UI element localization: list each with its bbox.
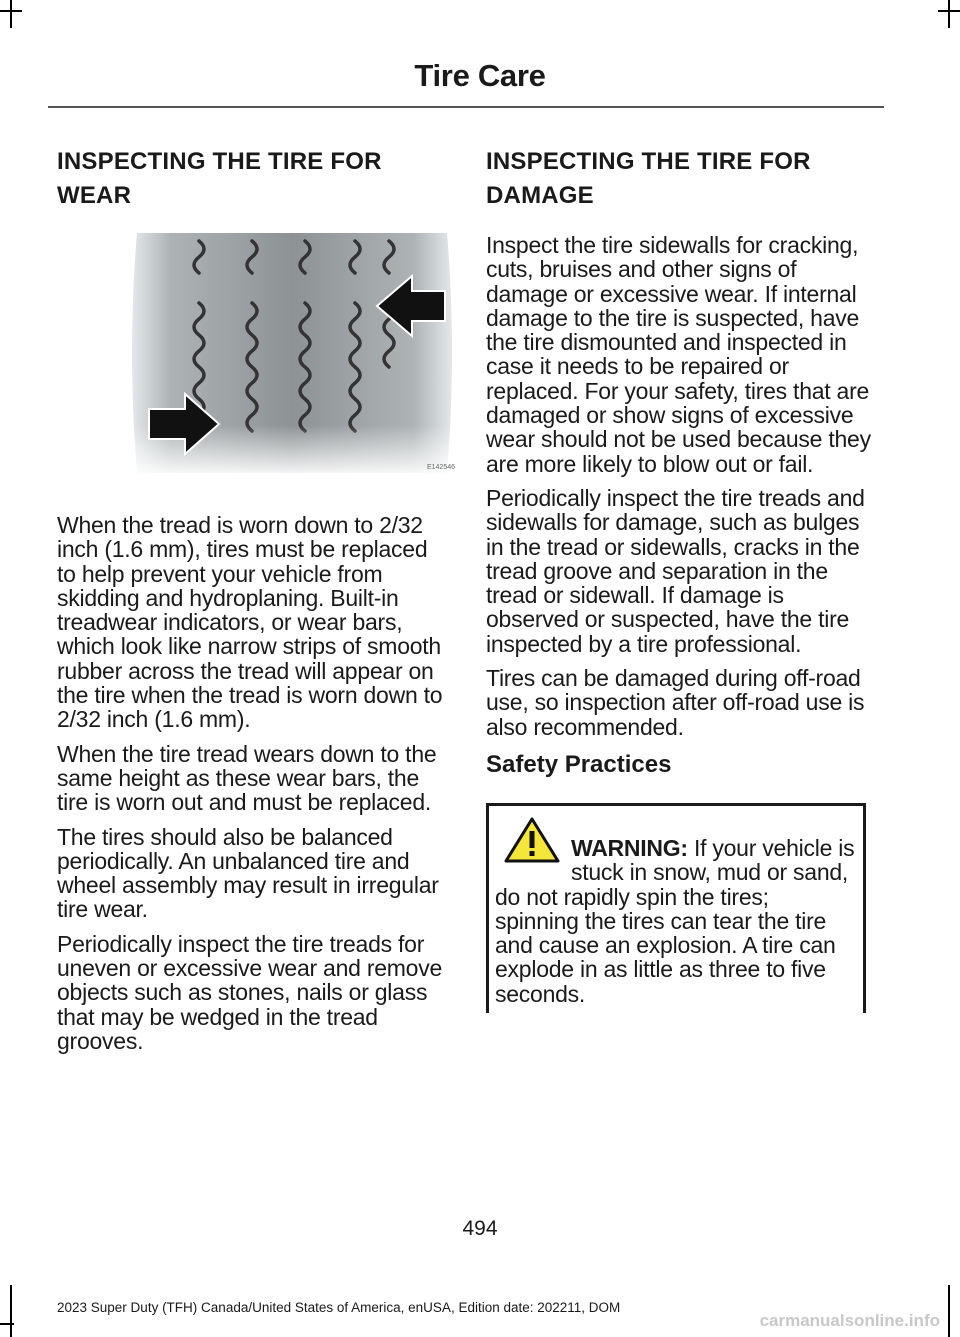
crop-mark	[0, 10, 22, 12]
crop-mark	[938, 10, 960, 12]
header-divider	[48, 106, 884, 108]
watermark: carmanualsonline.info	[759, 1311, 940, 1330]
section-heading-wear: INSPECTING THE TIRE FOR WEAR	[57, 148, 382, 209]
left-column	[57, 145, 455, 1063]
section-heading-damage: INSPECTING THE TIRE FOR DAMAGE	[486, 148, 811, 209]
warning-box	[486, 803, 866, 1013]
warning-body: If your vehicle is stuck in snow, mud or sand, do not rapidly spin the tires; spinning the tires can tear the tire and cause an explosion. A tire can explode in as little as three to five seconds.	[495, 834, 855, 1007]
crop-mark	[948, 1285, 950, 1337]
tire-tread-figure	[127, 233, 457, 473]
crop-mark	[10, 0, 12, 28]
warning-label: WARNING:	[571, 834, 688, 861]
paragraph: Tires can be damaged during off-road use, so inspection after off-road use is also recommended.	[486, 665, 865, 740]
page-number: 494	[462, 1217, 498, 1240]
paragraph: Periodically inspect the tire treads and sidewalls for damage, such as bulges in the tread or sidewalls, cracks in the tread groove and separation in the tread or sidewall. If damage is observed or suspected, have the tire inspected by a tire professional.	[486, 484, 865, 657]
figure-code: E142546	[426, 464, 455, 471]
crop-mark	[10, 1285, 12, 1337]
section-subheading-safety: Safety Practices	[486, 750, 672, 778]
right-column	[486, 145, 880, 1013]
edition-footer: 2023 Super Duty (TFH) Canada/United States of America, enUSA, Edition date: 202211, DOM	[57, 1300, 621, 1315]
paragraph: The tires should also be balanced periodically. An unbalanced tire and wheel assembly may result in irregular tire wear.	[57, 823, 439, 923]
tire-tread-wear-bars-icon	[127, 233, 457, 473]
paragraph: When the tread is worn down to 2/32 inch (1.6 mm), tires must be replaced to help prevent your vehicle from skidding and hydroplaning. Built-in treadwear indicators, or wear bars, which look like narrow strips of smooth rubber across the tread will appear on the tire when the tread is worn down to 2/32 inch (1.6 mm).	[57, 512, 443, 733]
crop-mark	[0, 1323, 14, 1325]
paragraph: When the tire tread wears down to the same height as these wear bars, the tire is worn out and must be replaced.	[57, 740, 437, 816]
page-title: Tire Care	[414, 58, 546, 93]
paragraph: Periodically inspect the tire treads for uneven or excessive wear and remove objects such as stones, nails or glass that may be wedged in the tread grooves.	[57, 930, 443, 1054]
warning-triangle-icon	[503, 816, 561, 864]
paragraph: Inspect the tire sidewalls for cracking, cuts, bruises and other signs of damage or excessive wear. If internal damage to the tire is suspected, have the tire dismounted and inspected in case it needs to be repaired or replaced. For your safety, tires that are damaged or show signs of excessive wear should not be used because they are more likely to blow out or fail.	[486, 232, 871, 477]
crop-mark	[948, 0, 950, 28]
